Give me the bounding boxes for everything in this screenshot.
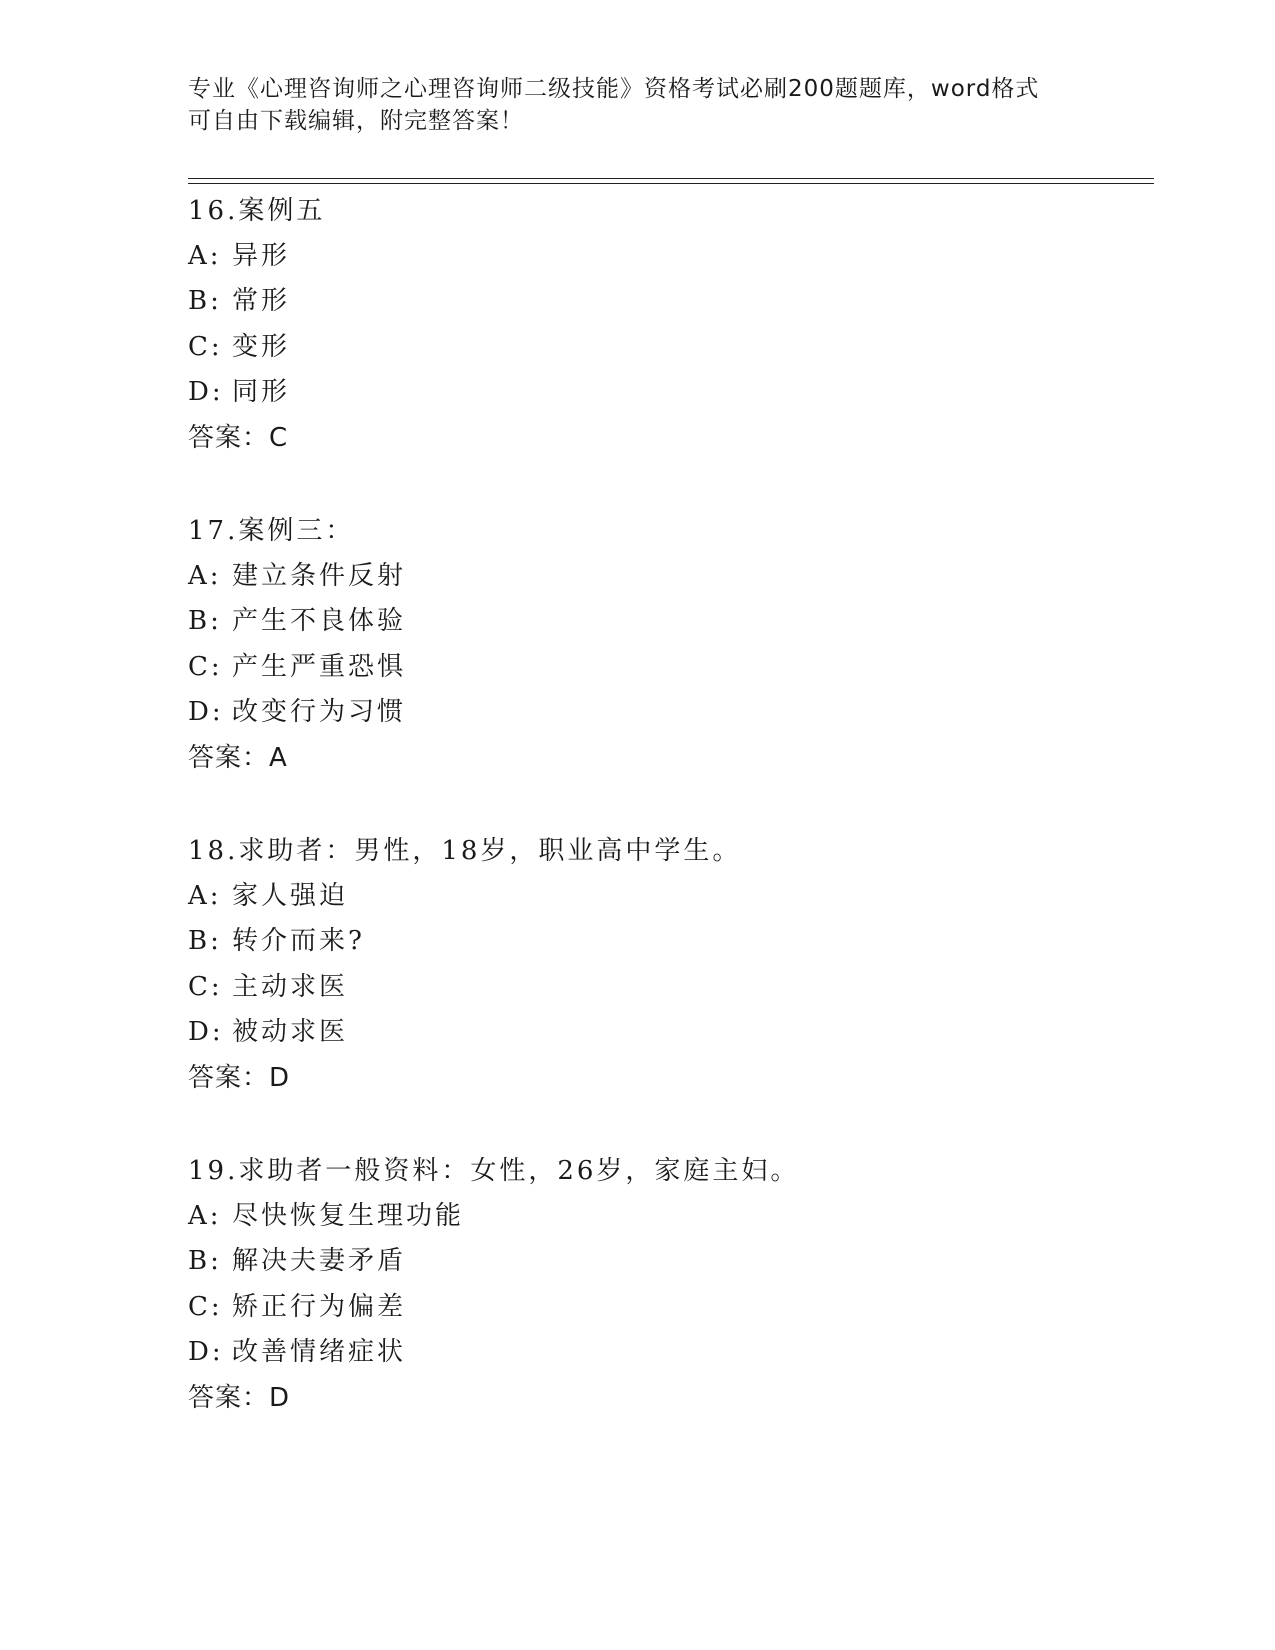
- option-d: [188, 1015, 348, 1049]
- header-line-2: 可自由下载编辑，附完整答案！: [188, 108, 524, 134]
- option-c: [188, 970, 348, 1004]
- option-d: [188, 1335, 406, 1369]
- header-line-1: 专业《心理咨询师之心理咨询师二级技能》资格考试必刷200题题库，word格式: [188, 76, 1040, 102]
- option-text: 改善情绪症状: [232, 1337, 407, 1367]
- option-text: 被动求医: [232, 1017, 349, 1047]
- option-text: 建立条件反射: [232, 561, 407, 591]
- option-letter: A:: [188, 241, 222, 271]
- option-letter: D:: [188, 377, 224, 407]
- header-divider-bottom: [188, 183, 1154, 184]
- question-18: [188, 830, 1148, 1150]
- option-letter: B:: [188, 926, 222, 956]
- option-d: [188, 695, 406, 729]
- answer-line: 答案：D: [188, 1063, 291, 1093]
- option-c: [188, 1290, 406, 1324]
- answer-line: 答案：C: [188, 423, 289, 453]
- option-text: 矫正行为偏差: [232, 1292, 407, 1322]
- option-b: [188, 604, 406, 638]
- option-d: [188, 375, 290, 409]
- question-stem: 19.求助者一般资料：女性，26岁，家庭主妇。: [188, 1156, 800, 1186]
- option-a: [188, 559, 406, 593]
- option-letter: C:: [188, 332, 223, 362]
- option-letter: C:: [188, 1292, 223, 1322]
- option-text: 主动求医: [232, 972, 349, 1002]
- option-text: 尽快恢复生理功能: [232, 1201, 465, 1231]
- option-letter: C:: [188, 652, 223, 682]
- option-text: 变形: [232, 332, 291, 362]
- option-text: 产生不良体验: [232, 606, 407, 636]
- question-17: [188, 510, 1148, 830]
- question-19: [188, 1150, 1148, 1470]
- option-text: 家人强迫: [232, 881, 349, 911]
- question-16: [188, 190, 1148, 510]
- question-list: [188, 190, 1148, 1470]
- answer-line: 答案：D: [188, 1383, 291, 1413]
- option-letter: A:: [188, 881, 222, 911]
- option-letter: D:: [188, 1017, 224, 1047]
- option-c: [188, 330, 290, 364]
- option-letter: B:: [188, 1246, 222, 1276]
- option-text: 解决夫妻矛盾: [232, 1246, 407, 1276]
- option-letter: B:: [188, 606, 222, 636]
- question-stem: 18.求助者：男性，18岁，职业高中学生。: [188, 836, 742, 866]
- header-divider-top: [188, 178, 1154, 179]
- option-b: [188, 1244, 406, 1278]
- option-letter: D:: [188, 697, 224, 727]
- option-c: [188, 650, 406, 684]
- option-text: 同形: [232, 377, 291, 407]
- option-b: [188, 924, 365, 958]
- option-a: [188, 239, 290, 273]
- question-stem: 17.案例三：: [188, 516, 355, 546]
- option-text: 产生严重恐惧: [232, 652, 407, 682]
- option-a: [188, 1199, 464, 1233]
- option-a: [188, 879, 348, 913]
- option-text: 转介而来?: [232, 926, 365, 956]
- option-text: 常形: [232, 286, 291, 316]
- option-letter: A:: [188, 1201, 222, 1231]
- document-header: [188, 73, 1088, 137]
- option-letter: C:: [188, 972, 223, 1002]
- answer-line: 答案：A: [188, 743, 288, 773]
- option-text: 改变行为习惯: [232, 697, 407, 727]
- option-text: 异形: [232, 241, 291, 271]
- option-letter: B:: [188, 286, 222, 316]
- option-letter: D:: [188, 1337, 224, 1367]
- option-letter: A:: [188, 561, 222, 591]
- option-b: [188, 284, 290, 318]
- question-stem: 16.案例五: [188, 196, 326, 226]
